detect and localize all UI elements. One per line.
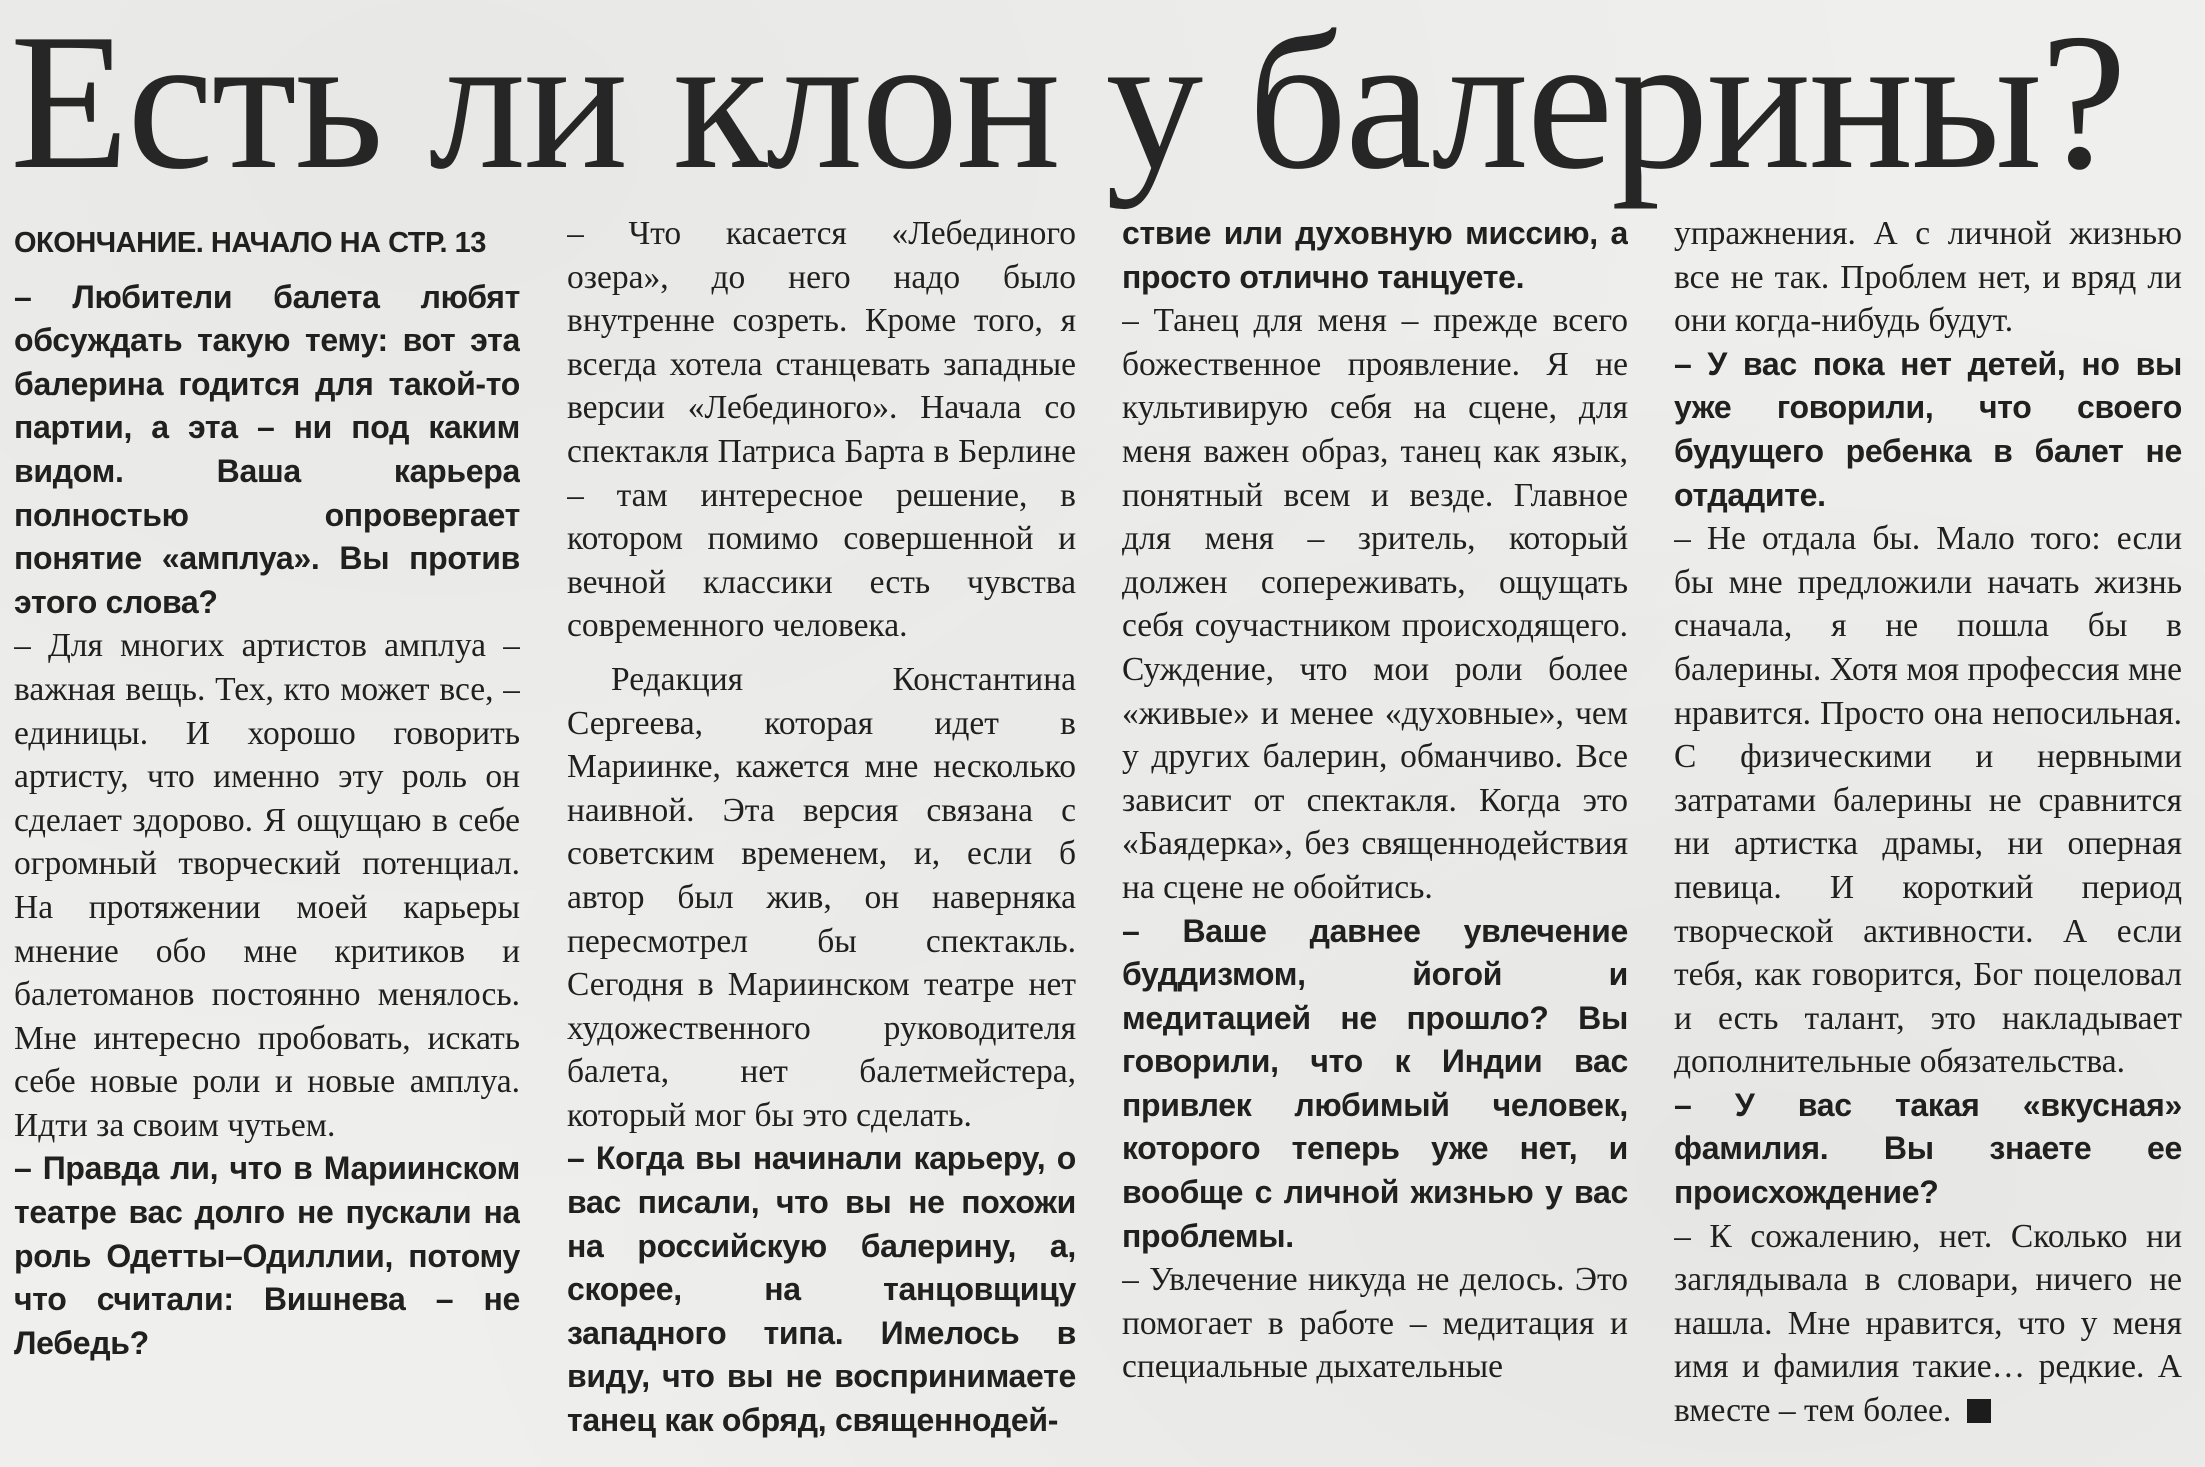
interview-question: – Ваше давнее увлечение буддизмом, йогой и медитацией не прошло? Вы говорили, что к Индии вас привлек любимый человек, которого теперь уже нет, и вообще с личной жизнью у вас проблемы. (1122, 912, 1628, 1254)
interview-answer-continued: упражнения. А с личной жизнью все не так. Проблем нет, и вряд ли они когда-нибудь будут. (1674, 215, 2182, 340)
interview-question: – У вас такая «вкусная» фамилия. Вы знаете ее происхождение? (1674, 1086, 2182, 1211)
article-column-3 (1122, 212, 1628, 1467)
headline: Есть ли клон у балерины? (10, 0, 2125, 210)
interview-question: – У вас пока нет детей, но вы уже говорили, что своего будущего ребенка в балет не отдадите. (1674, 345, 2182, 513)
interview-question-continued: ствие или духовную миссию, а просто отлично танцуете. (1122, 215, 1628, 295)
article-column-4 (1674, 212, 2182, 1467)
end-of-article-square-icon (1967, 1399, 1991, 1423)
final-answer-text: – К сожалению, нет. Сколько ни заглядывала в словари, ничего не нашла. Мне нравится, что у меня имя и фамилия такие… редкие. А вместе – тем более. (1674, 1217, 2182, 1430)
interview-answer: – Танец для меня – прежде всего божественное проявление. Я не культивирую себя на сцене, для меня важен образ, танец как язык, понятный всем и везде. Главное для меня – зритель, который должен сопереживать, ощущать себя соучастником происходящего. Суждение, что мои роли более «живые» и менее «духовные», чем у других балерин, обманчиво. Все зависит от спектакля. Когда это «Баядерка», без священнодействия на сцене не обойтись. (1122, 302, 1628, 906)
article-column-1 (14, 212, 520, 1467)
continuation-note: ОКОНЧАНИЕ. НАЧАЛО НА СТР. 13 (14, 227, 486, 259)
interview-answer-final (1674, 1215, 2182, 1433)
interview-question: – Когда вы начинали карьеру, о вас писали, что вы не похожи на российскую балерину, а, скорее, на танцовщицу западного типа. Имелось в виду, что вы не воспринимаете танец как обряд, священнодей- (567, 1140, 1076, 1439)
interview-question: – Правда ли, что в Мариинском театре вас долго не пускали на роль Одетты–Одиллии, потому что считали: Вишнева – не Лебедь? (14, 1150, 520, 1361)
interview-answer: – Что касается «Лебединого озера», до него надо было внутренне созреть. Кроме того, я всегда хотела станцевать западные версии «Лебединого». Начала со спектакля Патриса Барта в Берлине – там интересное решение, в котором помимо совершенной и вечной классики есть чувства современного человека. (567, 215, 1076, 645)
interview-answer: – Для многих артистов амплуа – важная вещь. Тех, кто может все, – единицы. И хорошо говорить артисту, что именно эту роль он сделает здорово. Я ощущаю в себе огромный творческий потенциал. На протяжении моей карьеры мнение обо мне критиков и балетоманов постоянно менялось. Мне интересно пробовать, искать себе новые роли и новые амплуа. Идти за своим чутьем. (14, 627, 520, 1144)
interview-answer-paragraph: Редакция Константина Сергеева, которая идет в Мариинке, кажется мне несколько наивной. Эта версия связана с советским временем, и, если б автор был жив, он наверняка пересмотрел бы спектакль. Сегодня в Мариинском театре нет художественного руководителя балета, нет балетмейстера, который мог бы это сделать. (567, 660, 1076, 1134)
interview-answer: – Не отдала бы. Мало того: если бы мне предложили начать жизнь сначала, я не пошла бы в балерины. Хотя моя профессия мне нравится. Просто она непосильная. С физическими и нервными затратами балерины не сравнится ни артистка драмы, ни оперная певица. И короткий период творческой активности. А если тебя, как говорится, Бог поцеловал и есть талант, это накладывает дополнительные обязательства. (1674, 520, 2182, 1081)
interview-question: – Любители балета любят обсуждать такую тему: вот эта балерина годится для такой-то партии, а эта – ни под каким видом. Ваша карьера полностью опровергает понятие «амплуа». Вы против этого слова? (14, 278, 520, 620)
article-column-2 (567, 212, 1076, 1467)
interview-answer: – Увлечение никуда не делось. Это помогает в работе – медитация и специальные дыхательные (1122, 1261, 1628, 1386)
